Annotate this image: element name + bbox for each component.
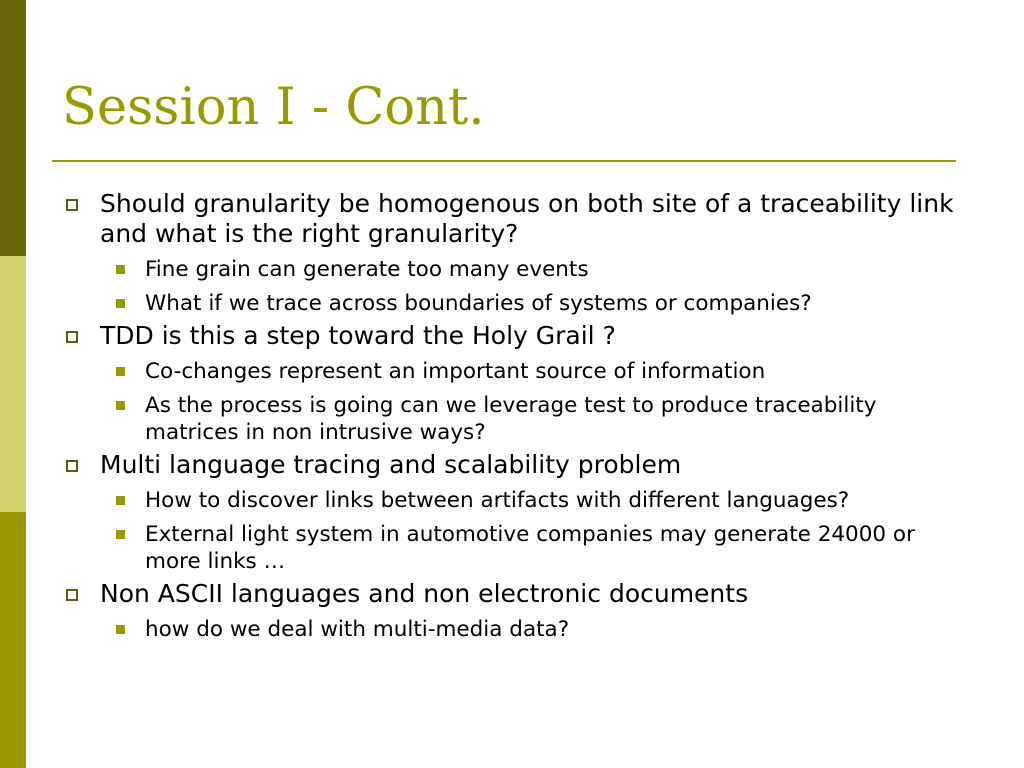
- bullet-text: TDD is this a step toward the Holy Grail ?: [100, 321, 616, 350]
- bullet-item: [0, 450, 960, 480]
- bullet-list: [0, 185, 1024, 643]
- filled-square-bullet-icon: [116, 265, 125, 274]
- sub-bullet-text: Fine grain can generate too many events: [145, 257, 589, 282]
- sub-bullet-text: What if we trace across boundaries of systems or companies?: [145, 291, 812, 316]
- bullet-text: Non ASCII languages and non electronic documents: [100, 579, 749, 608]
- filled-square-bullet-icon: [116, 496, 125, 505]
- hollow-square-bullet-icon: [66, 589, 78, 601]
- sub-bullet-item: [0, 487, 955, 514]
- hollow-square-bullet-icon: [66, 331, 78, 343]
- bullet-item: [0, 189, 960, 249]
- bullet-text: Should granularity be homogenous on both site of a traceability link and what is the right granularity?: [100, 189, 954, 248]
- filled-square-bullet-icon: [116, 401, 125, 410]
- sub-bullet-item: [0, 290, 955, 317]
- hollow-square-bullet-icon: [66, 460, 78, 472]
- sub-bullet-item: [0, 521, 955, 575]
- filled-square-bullet-icon: [116, 530, 125, 539]
- sub-bullet-text: As the process is going can we leverage test to produce traceability matrices in non intrusive ways?: [145, 393, 877, 445]
- sub-bullet-text: how do we deal with multi-media data?: [145, 617, 570, 642]
- hollow-square-bullet-icon: [66, 199, 78, 211]
- bullet-text: Multi language tracing and scalability problem: [100, 450, 682, 479]
- bullet-item: [0, 579, 960, 609]
- sub-bullet-text: How to discover links between artifacts with different languages?: [145, 488, 850, 513]
- filled-square-bullet-icon: [116, 299, 125, 308]
- sub-bullet-item: [0, 616, 955, 643]
- filled-square-bullet-icon: [116, 367, 125, 376]
- sub-bullet-item: [0, 392, 955, 446]
- sub-bullet-item: [0, 256, 955, 283]
- bullet-item: [0, 321, 960, 351]
- sub-bullet-text: Co-changes represent an important source of information: [145, 359, 766, 384]
- filled-square-bullet-icon: [116, 625, 125, 634]
- title-divider: [52, 160, 956, 162]
- sub-bullet-text: External light system in automotive companies may generate 24000 or more links …: [145, 522, 915, 574]
- sub-bullet-item: [0, 358, 955, 385]
- slide-title: Session I - Cont.: [62, 78, 485, 137]
